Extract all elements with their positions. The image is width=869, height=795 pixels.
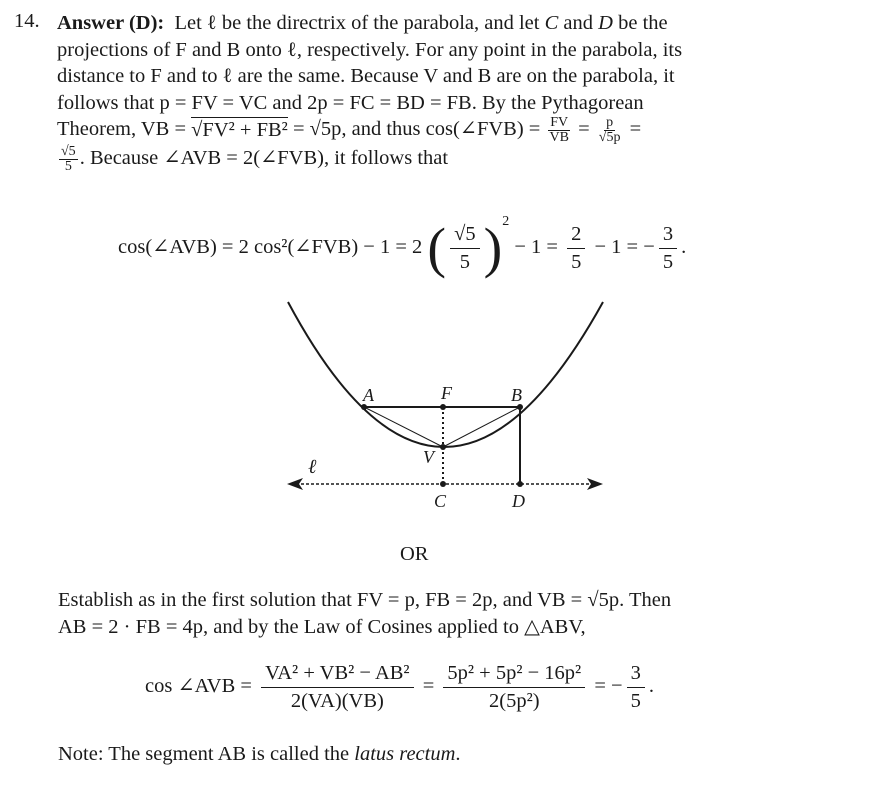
eq1-inner-frac: $\frac{√5}{5}$: [450, 223, 480, 274]
text-p5a: Theorem, VB =: [57, 118, 187, 141]
second-solution: [58, 587, 838, 641]
eq2-end: .: [648, 675, 654, 698]
eq1-exp: 2: [502, 214, 510, 229]
line-3: distance to F and to ℓ are the same. Because V and B are on the parabola, it: [57, 65, 675, 88]
label-b: B: [511, 385, 522, 405]
eq2-frac-1: $\frac{\text{VA² + VB² − AB²}}{2(VA)(VB)}$: [261, 662, 413, 713]
eq1-mid2: − 1 = −: [594, 236, 655, 258]
point-f: [440, 404, 446, 410]
eq2-frac-2: $\frac{\text{5p² + 5p² − 16p²}}{\text{2(5p²)}}$: [443, 662, 585, 713]
point-d: [517, 481, 523, 487]
problem-number: 14.: [14, 10, 40, 32]
text-p5i: =: [629, 118, 642, 141]
frac-fv-vb: $\frac{FV}{VB}$: [549, 115, 569, 146]
note-suffix: .: [455, 743, 461, 765]
point-c: [440, 481, 446, 487]
label-f: F: [441, 383, 452, 403]
equation-2: [145, 662, 654, 713]
label-l: ℓ: [308, 456, 317, 478]
note-term: latus rectum: [354, 743, 456, 765]
segment-av: [364, 407, 443, 447]
or-separator: OR: [400, 543, 429, 565]
directrix-arrow-left: [287, 478, 303, 490]
note: [58, 743, 461, 766]
eq1-end: .: [681, 236, 687, 258]
text-p1e: be the: [618, 12, 668, 34]
text-p5b: √FV² + FB²: [191, 118, 288, 141]
eq1-lparen: (: [427, 217, 447, 280]
segment-vb: [443, 407, 520, 447]
label-d: D: [512, 491, 525, 511]
eq2-eq: =: [422, 675, 435, 698]
label-a: A: [363, 385, 374, 405]
eq2-frac-3: $\frac{3}{5}$: [627, 662, 645, 713]
eq1-frac-2-5: $\frac{2}{5}$: [567, 223, 585, 274]
text-p5c: = √5p, and thus cos(∠FVB) =: [292, 118, 541, 141]
eq1-frac-3-5: $\frac{3}{5}$: [659, 223, 677, 274]
sol2-line-1: Establish as in the first solution that FV = p, FB = 2p, and VB = √5p. Then: [58, 589, 672, 611]
directrix-arrow-right: [587, 478, 603, 490]
point-v: [440, 444, 446, 450]
parabola-curve: [288, 302, 603, 447]
text-p5f: =: [578, 118, 590, 141]
sol2-line-2: AB = 2 · FB = 4p, and by the Law of Cosines applied to △ABV,: [58, 616, 586, 638]
text-p1: Let ℓ be the directrix of the parabola, and let: [174, 12, 540, 34]
answer-label: Answer (D):: [57, 12, 165, 34]
eq1-rparen: ): [483, 217, 503, 280]
text-p1c: and: [563, 12, 594, 34]
text-p1d: D: [598, 12, 613, 34]
note-prefix: Note: The segment AB is called the: [58, 743, 350, 765]
eq1-lhs: cos(∠AVB) = 2 cos²(∠FVB) − 1 = 2: [118, 236, 423, 258]
eq2-eq2: = −: [594, 675, 623, 698]
text-p1b: C: [544, 12, 559, 34]
eq1-mid: − 1 =: [514, 236, 558, 258]
label-v: V: [423, 447, 434, 467]
line-4: follows that p = FV = VC and 2p = FC = BD = FB. By the Pythagorean: [57, 91, 644, 114]
eq2-lhs: cos ∠AVB =: [145, 675, 252, 698]
label-c: C: [434, 491, 447, 511]
frac-p-root5p: $\frac{p}{√5p}$: [598, 115, 621, 146]
line-2: projections of F and B onto ℓ, respectively. For any point in the parabola, its: [57, 38, 683, 61]
frac-root5-5: $\frac{√5}{5}$: [61, 144, 76, 175]
text-p6c: . Because ∠AVB = 2(∠FVB), it follows that: [79, 147, 449, 170]
